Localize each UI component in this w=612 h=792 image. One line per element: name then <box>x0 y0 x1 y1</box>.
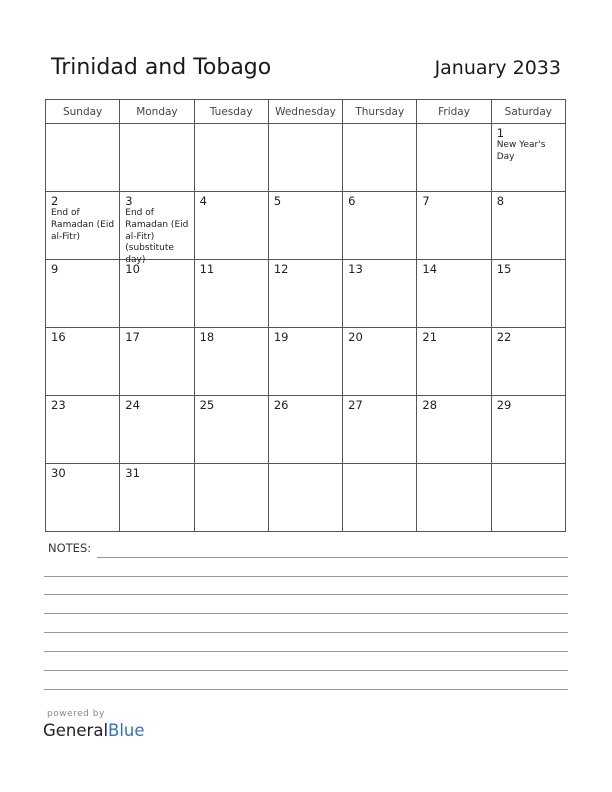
calendar-month-title: January 2033 <box>434 57 561 79</box>
calendar-day-cell <box>491 328 565 396</box>
calendar-day-cell <box>120 464 194 532</box>
calendar-day-cell <box>120 260 194 328</box>
note-line <box>44 651 568 652</box>
note-line <box>97 557 568 558</box>
calendar-day-cell <box>268 124 342 192</box>
note-line <box>44 594 568 595</box>
calendar-day-cell <box>343 396 417 464</box>
calendar-day-cell <box>46 464 120 532</box>
calendar-day-cell <box>343 192 417 260</box>
day-number: 31 <box>125 466 140 480</box>
calendar-day-cell <box>268 192 342 260</box>
day-number: 18 <box>199 330 215 344</box>
note-line <box>44 632 568 633</box>
calendar-day-cell <box>46 192 120 260</box>
calendar-day-cell <box>491 464 565 532</box>
calendar-week-row <box>46 396 566 464</box>
day-number: 10 <box>125 262 140 276</box>
day-number: 6 <box>348 194 356 208</box>
calendar-day-cell <box>417 124 491 192</box>
calendar-day-cell <box>268 464 342 532</box>
day-number: 8 <box>496 194 505 208</box>
day-number: 24 <box>125 398 140 412</box>
weekday-monday: Monday <box>120 100 194 124</box>
day-number: 25 <box>199 398 215 412</box>
brand-general: General <box>43 721 109 740</box>
weekday-tuesday: Tuesday <box>194 100 268 124</box>
calendar-day-cell <box>120 192 194 266</box>
calendar-day-cell <box>343 124 417 192</box>
calendar-day-cell <box>268 260 342 328</box>
note-line <box>44 576 568 577</box>
calendar-day-cell <box>46 124 120 192</box>
day-number: 30 <box>51 466 66 480</box>
calendar-day-cell <box>343 464 417 532</box>
day-number: 26 <box>273 398 289 412</box>
calendar-day-cell <box>194 260 268 328</box>
calendar-day-cell <box>46 328 120 396</box>
calendar-day-cell <box>194 464 268 532</box>
day-number: 27 <box>348 398 363 412</box>
day-number: 1 <box>496 126 505 140</box>
calendar-day-cell <box>120 124 194 192</box>
day-number: 15 <box>496 262 512 276</box>
brand-blue: Blue <box>108 721 145 740</box>
day-number: 7 <box>422 194 430 208</box>
calendar-day-cell <box>194 192 268 260</box>
calendar-day-cell <box>343 260 417 328</box>
calendar-day-cell <box>343 328 417 396</box>
day-number: 4 <box>199 194 207 208</box>
calendar-week-row <box>46 464 566 532</box>
day-number: 23 <box>51 398 66 412</box>
day-number: 22 <box>496 330 512 344</box>
day-number: 5 <box>273 194 282 208</box>
day-number: 16 <box>51 330 66 344</box>
weekday-thursday: Thursday <box>343 100 417 124</box>
weekday-wednesday: Wednesday <box>268 100 342 124</box>
calendar-day-cell <box>46 396 120 464</box>
note-line <box>44 613 568 614</box>
calendar-day-cell <box>417 396 491 464</box>
holiday-label: New Year's Day <box>496 140 546 162</box>
powered-by-text: powered by <box>47 709 105 719</box>
calendar-day-cell <box>268 328 342 396</box>
holiday-label: End of Ramadan (Eid al-Fitr) <box>51 208 115 242</box>
calendar-day-cell <box>491 192 565 260</box>
calendar-day-cell <box>417 260 491 328</box>
calendar-day-cell <box>120 328 194 396</box>
calendar-day-cell <box>491 396 565 464</box>
calendar-grid <box>45 99 566 532</box>
calendar-week-row <box>46 260 566 328</box>
day-number: 17 <box>125 330 140 344</box>
calendar-country-title: Trinidad and Tobago <box>51 55 272 80</box>
calendar-week-row <box>46 192 566 260</box>
calendar-day-cell <box>417 192 491 260</box>
calendar-week-row <box>46 328 566 396</box>
calendar-day-cell <box>194 328 268 396</box>
day-number: 2 <box>51 194 59 208</box>
day-number: 13 <box>348 262 363 276</box>
day-number: 12 <box>273 262 289 276</box>
day-number: 19 <box>273 330 289 344</box>
note-line <box>44 689 568 690</box>
day-number: 20 <box>348 330 363 344</box>
calendar-day-cell <box>194 124 268 192</box>
calendar-day-cell <box>417 464 491 532</box>
calendar-week-row <box>46 124 566 192</box>
weekday-friday: Friday <box>417 100 491 124</box>
calendar-day-cell <box>491 124 565 192</box>
calendar-day-cell <box>268 396 342 464</box>
day-number: 14 <box>422 262 438 276</box>
calendar-day-cell <box>46 260 120 328</box>
day-number: 9 <box>51 262 59 276</box>
weekday-saturday: Saturday <box>491 100 565 124</box>
calendar-day-cell <box>120 396 194 464</box>
day-number: 21 <box>422 330 438 344</box>
weekday-header-row <box>46 100 566 124</box>
brand-logo <box>43 721 145 740</box>
holiday-label: End of Ramadan (Eid al-Fitr) (substitute day) <box>125 208 189 266</box>
day-number: 11 <box>199 262 215 276</box>
day-number: 29 <box>496 398 512 412</box>
calendar-day-cell <box>194 396 268 464</box>
weekday-sunday: Sunday <box>46 100 120 124</box>
calendar-day-cell <box>491 260 565 328</box>
notes-label: NOTES: <box>48 541 92 555</box>
calendar-day-cell <box>417 328 491 396</box>
note-line <box>44 670 568 671</box>
day-number: 28 <box>422 398 438 412</box>
day-number: 3 <box>125 194 133 208</box>
